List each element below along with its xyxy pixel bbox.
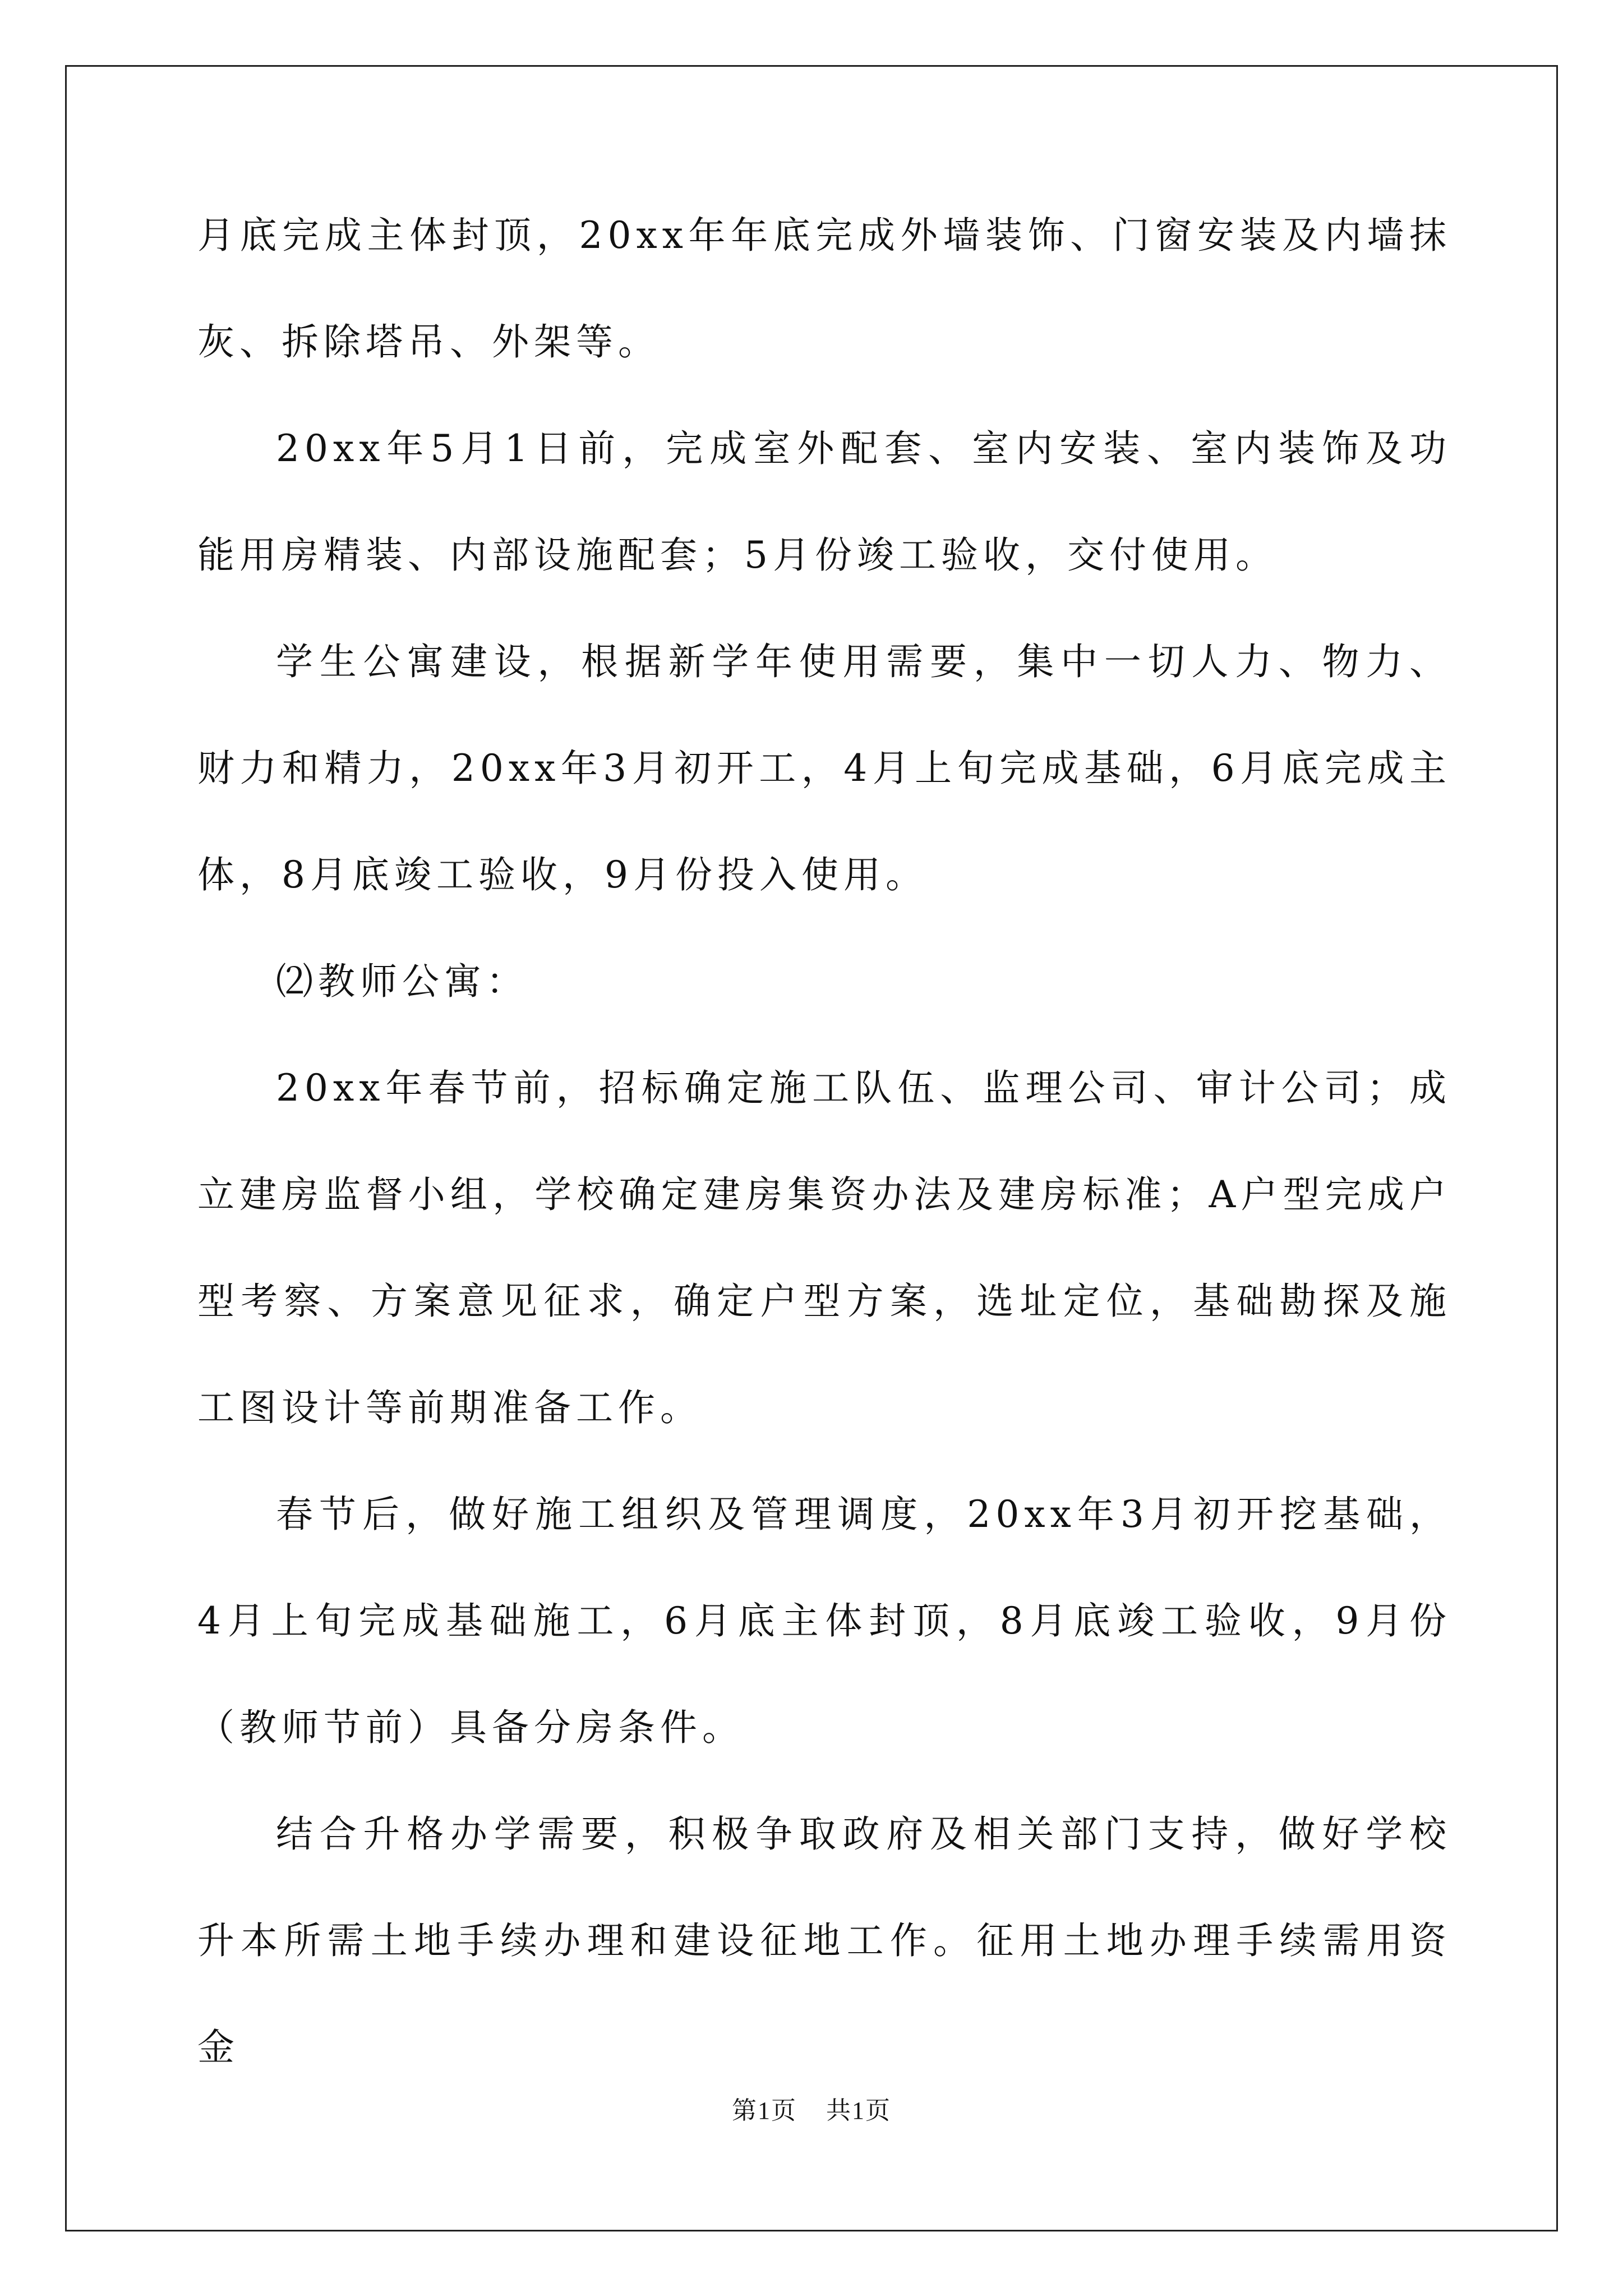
document-body [197,182,1451,2101]
paragraph-5: 20xx年春节前，招标确定施工队伍、监理公司、审计公司；成立建房监督小组，学校确定建房集资办法及建房标准；A户型完成户型考察、方案意见征求，确定户型方案，选址定位，基础勘探及施工图设计等前期准备工作。 [197,1066,1451,1429]
paragraph-3: 学生公寓建设，根据新学年使用需要，集中一切人力、物力、财力和精力，20xx年3月初开工，4月上旬完成基础，6月底完成主体，8月底竣工验收，9月份投入使用。 [197,640,1451,896]
paragraph-2: 20xx年5月1日前，完成室外配套、室内安装、室内装饰及功能用房精装、内部设施配套；5月份竣工验收，交付使用。 [197,427,1451,577]
page-number: 第1页 [732,2097,797,2124]
paragraph-6: 春节后，做好施工组织及管理调度，20xx年3月初开挖基础，4月上旬完成基础施工，6月底主体封顶，8月底竣工验收，9月份（教师节前）具备分房条件。 [197,1493,1451,1749]
paragraph-4: ⑵教师公寓： [276,960,528,1003]
paragraph-1: 月底完成主体封顶，20xx年年底完成外墙装饰、门窗安装及内墙抹灰、拆除塔吊、外架等。 [197,214,1451,364]
page-total: 共1页 [826,2097,891,2124]
paragraph-7: 结合升格办学需要，积极争取政府及相关部门支持，做好学校升本所需土地手续办理和建设征地工作。征用土地办理手续需用资金 [197,1812,1451,2069]
page-footer [0,2094,1623,2128]
